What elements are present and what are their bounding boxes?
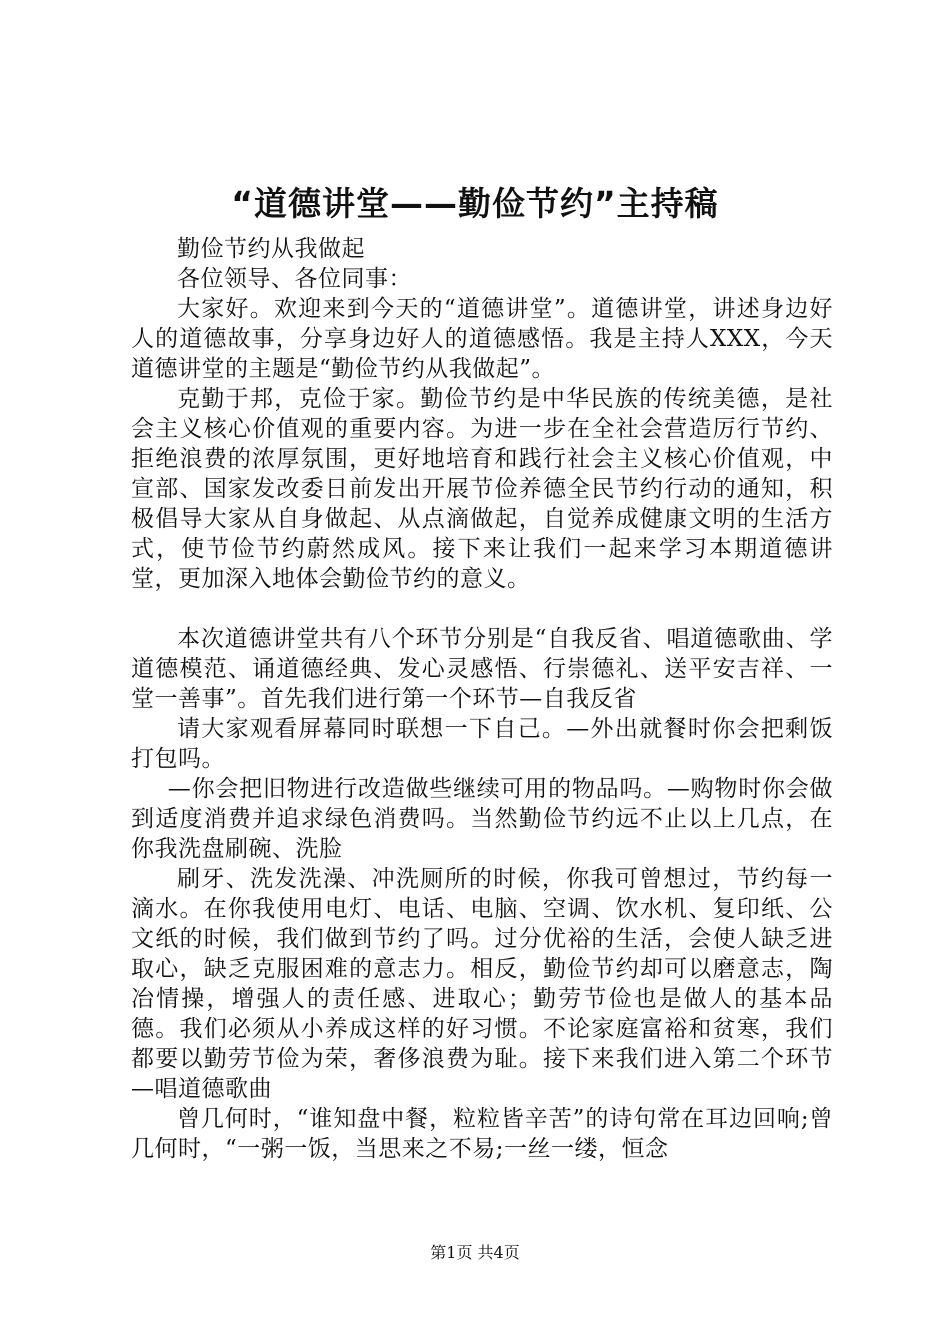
- paragraph-intro: 克勤于邦，克俭于家。勤俭节约是中华民族的传统美德，是社会主义核心价值观的重要内容。为进一步在全社会营造厉行节约、拒绝浪费的浓厚氛围，更好地培育和践行社会主义核心价值观，中宣部、国家发改委日前发出开展节俭养德全民节约行动的通知，积极倡导大家从自身做起、从点滴做起，自觉养成健康文明的生活方式，使节俭节约蔚然成风。接下来让我们一起来学习本期道德讲堂，更加深入地体会勤俭节约的意义。: [131, 386, 833, 592]
- paragraph-saving: 刷牙、洗发洗澡、冲洗厕所的时候，你我可曾想过，节约每一滴水。在你我使用电灯、电话、电脑、空调、饮水机、复印纸、公文纸的时候，我们做到节约了吗。过分优裕的生活，会使人缺乏进取心，缺乏克服困难的意志力。相反，勤俭节约却可以磨意志，陶冶情操，增强人的责任感、进取心；勤劳节俭也是做人的基本品德。我们必须从小养成这样的好习惯。不论家庭富裕和贫寒，我们都要以勤劳节俭为荣，奢侈浪费为耻。接下来我们进入第二个环节—唱道德歌曲: [131, 866, 833, 1102]
- paragraph-sessions: 本次道德讲堂共有八个环节分别是“自我反省、唱道德歌曲、学道德模范、诵道德经典、发心灵感悟、行崇德礼、送平安吉祥、一堂一善事”。首先我们进行第一个环节—自我反省: [131, 626, 833, 712]
- paragraph-salutation: 各位领导、各位同事：: [177, 266, 412, 292]
- paragraph-subtitle: 勤俭节约从我做起: [177, 236, 365, 262]
- document-body: [131, 234, 833, 1164]
- page-footer: 第1页 共4页: [430, 1243, 520, 1262]
- paragraph-poem: 曾几何时，“谁知盘中餐，粒粒皆辛苦”的诗句常在耳边回响;曾几何时，“一粥一饭，当思来之不易;一丝一缕，恒念: [131, 1106, 833, 1162]
- document-title: “道德讲堂——勤俭节约”主持稿: [231, 184, 719, 223]
- paragraph-questions: —你会把旧物进行改造做些继续可用的物品吗。—购物时你会做到适度消费并追求绿色消费吗。当然勤俭节约远不止以上几点，在你我洗盘刷碗、洗脸: [131, 776, 833, 862]
- paragraph-reflection: 请大家观看屏幕同时联想一下自己。—外出就餐时你会把剩饭打包吗。: [131, 716, 833, 772]
- paragraph-welcome: 大家好。欢迎来到今天的“道德讲堂”。道德讲堂，讲述身边好人的道德故事，分享身边好人的道德感悟。我是主持人XXX，今天道德讲堂的主题是“勤俭节约从我做起”。: [131, 296, 833, 382]
